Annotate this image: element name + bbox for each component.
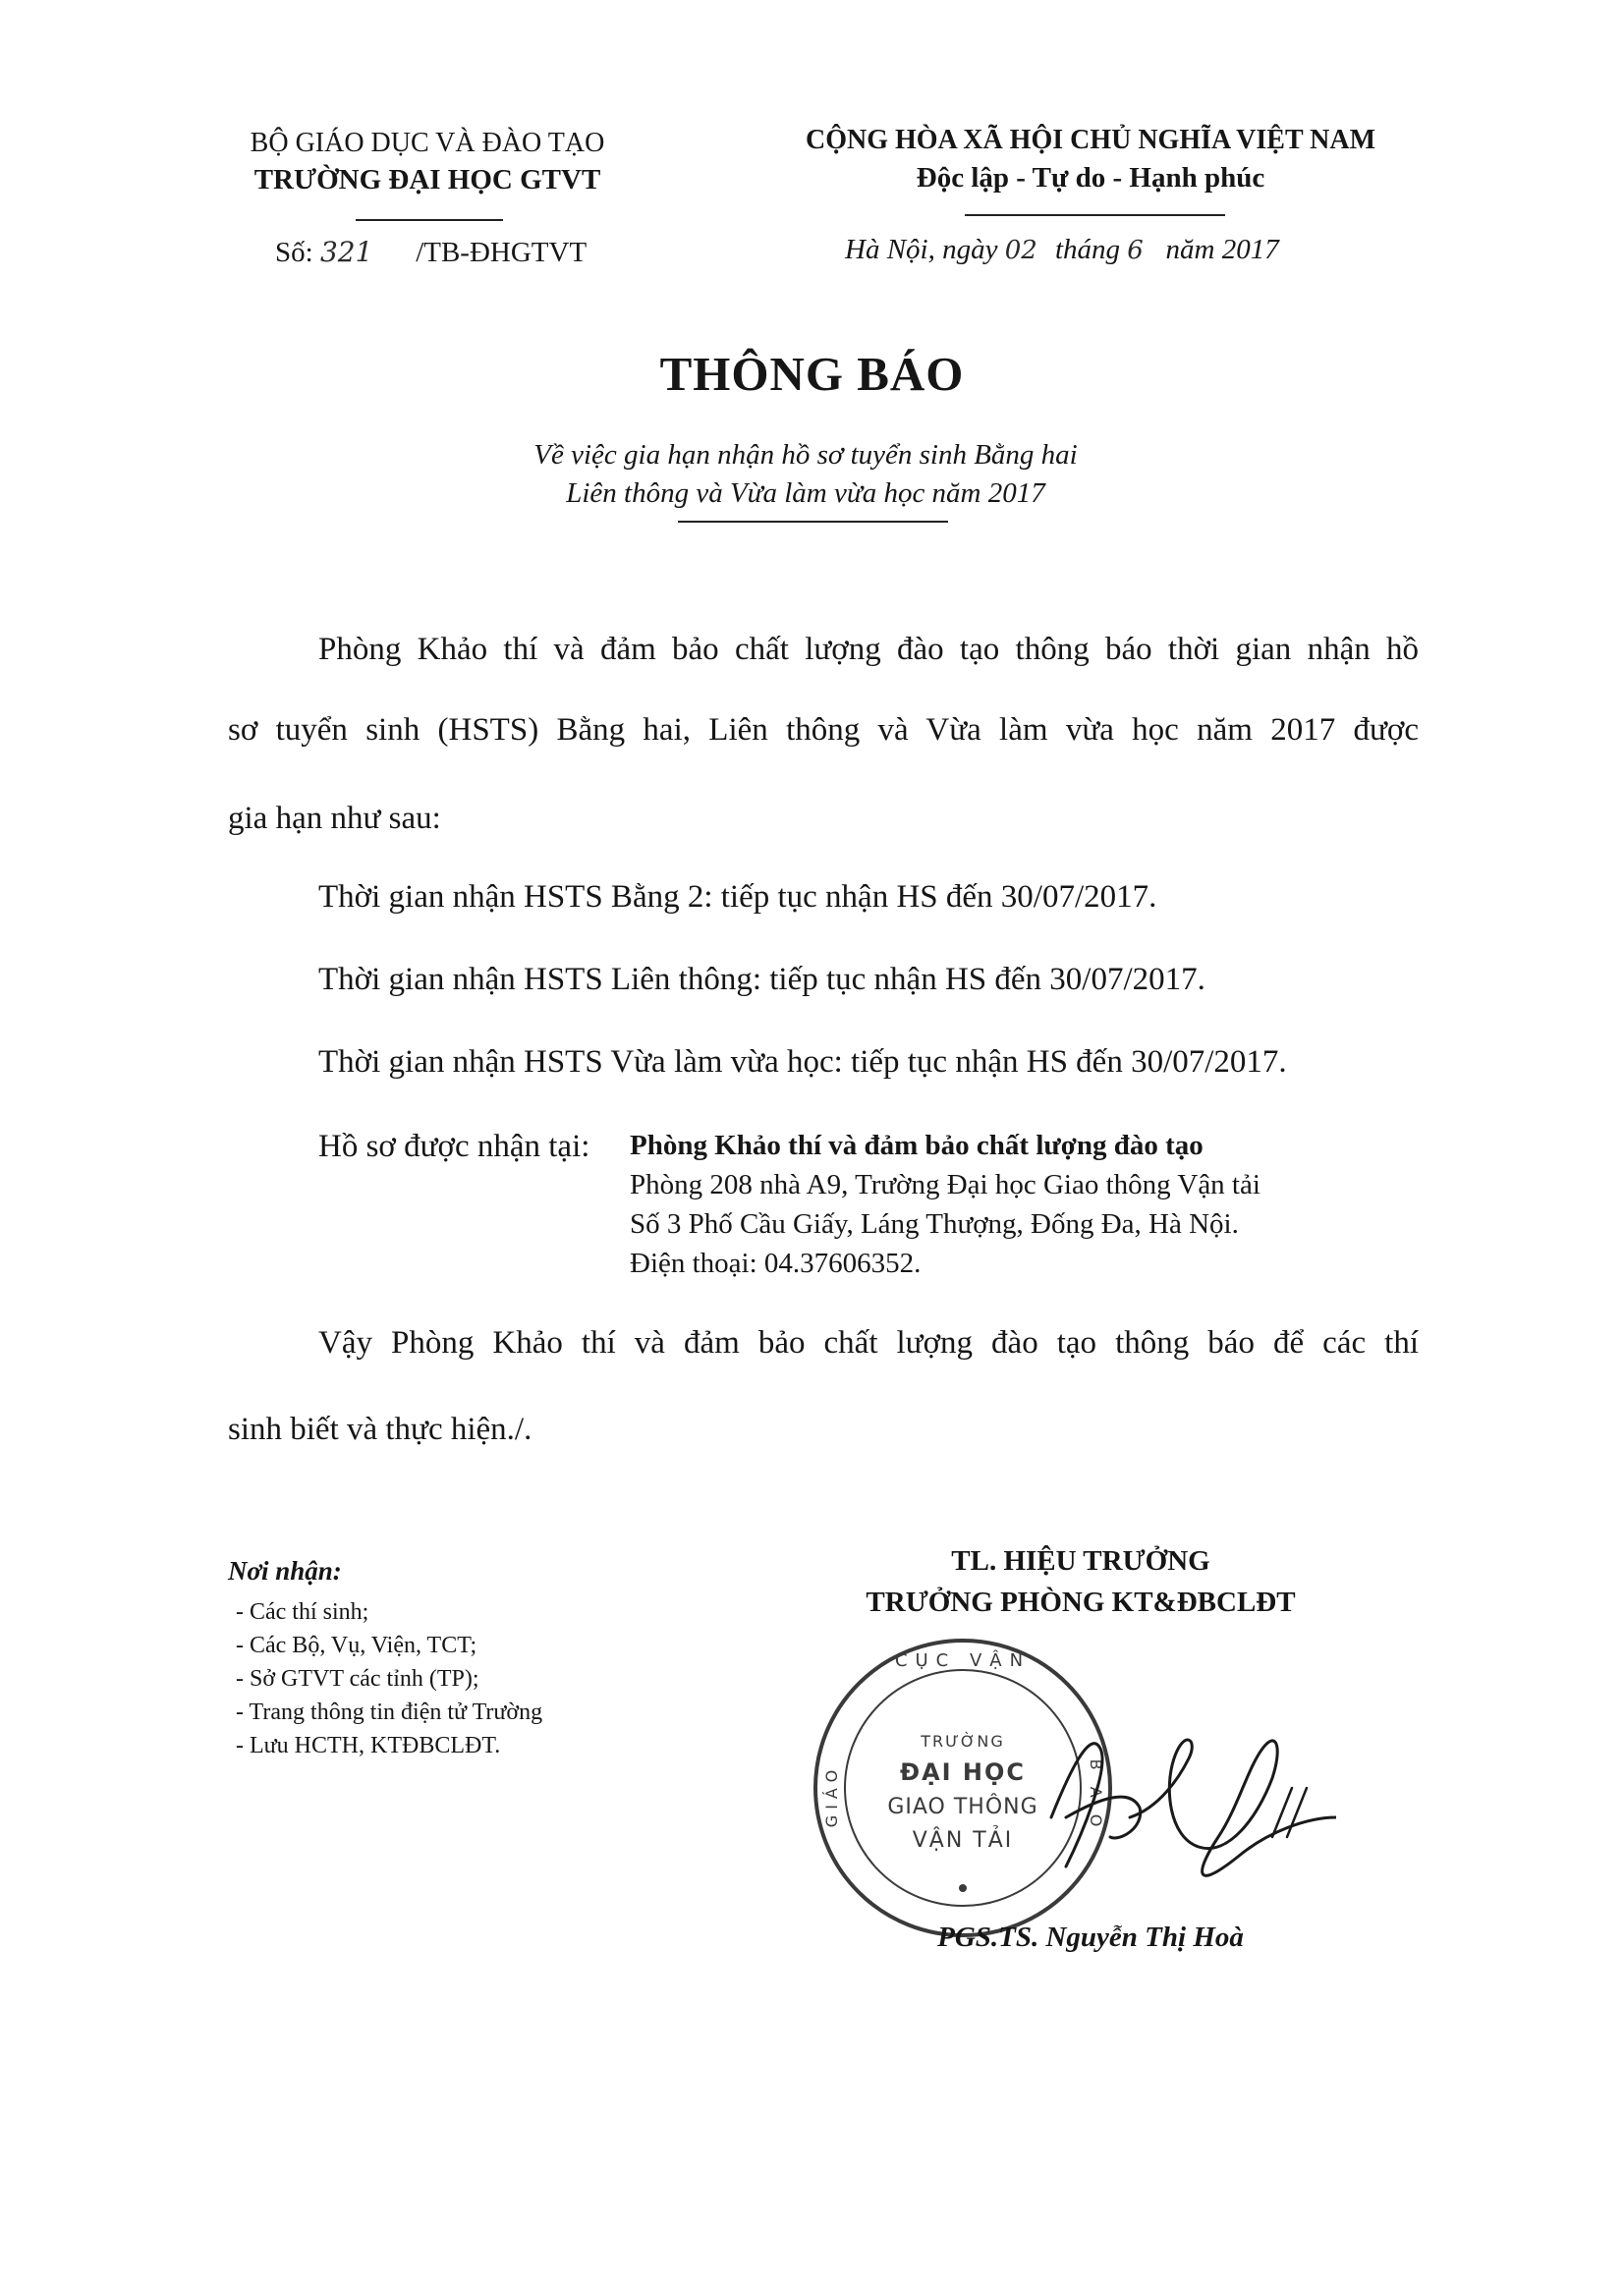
document-subtitle	[413, 436, 1199, 513]
ministry-name: BỘ GIÁO DỤC VÀ ĐÀO TẠO	[250, 128, 605, 158]
svg-text:TRƯỜNG: TRƯỜNG	[921, 1732, 1005, 1751]
svg-text:B A O: B A O	[1087, 1758, 1105, 1833]
intro-line-3: gia hạn như sau:	[228, 801, 441, 836]
recipient-item: - Sở GTVT các tỉnh (TP);	[236, 1666, 479, 1692]
recipient-item: - Lưu HCTH, KTĐBCLĐT.	[236, 1733, 501, 1758]
svg-text:VẬN TẢI: VẬN TẢI	[912, 1828, 1014, 1853]
document-number	[275, 236, 587, 269]
date-place: Hà Nội, ngày	[845, 234, 998, 265]
svg-text:GIAO THÔNG: GIAO THÔNG	[887, 1795, 1038, 1819]
recipient-item: - Các Bộ, Vụ, Viện, TCT;	[236, 1633, 477, 1658]
deadline-work-study: Thời gian nhận HSTS Vừa làm vừa học: tiếp tục nhận HS đến 30/07/2017.	[318, 1044, 1287, 1080]
deadline-transfer: Thời gian nhận HSTS Liên thông: tiếp tục nhận HS đến 30/07/2017.	[318, 962, 1205, 997]
svg-text:CỤC VẬN: CỤC VẬN	[894, 1650, 1032, 1671]
signature-line-2: TRƯỞNG PHÒNG KT&ĐBCLĐT	[866, 1587, 1296, 1618]
handwritten-signature	[1012, 1670, 1336, 1906]
subtitle-line-1: Về việc gia hạn nhận hồ sơ tuyển sinh Bằng hai	[533, 439, 1078, 471]
date-month: 6	[1127, 236, 1144, 265]
submission-label: Hồ sơ được nhận tại:	[318, 1129, 590, 1164]
closing-line-1: Vậy Phòng Khảo thí và đảm bảo chất lượng đào tạo thông báo để các thí	[318, 1325, 1419, 1361]
nation-name: CỘNG HÒA XÃ HỘI CHỦ NGHĨA VIỆT NAM	[805, 125, 1376, 155]
signature-title	[825, 1540, 1336, 1623]
document-title: THÔNG BÁO	[659, 347, 965, 401]
recipients-list	[236, 1595, 542, 1762]
number-handwritten: 321	[319, 236, 373, 268]
date-day: 02	[1004, 236, 1037, 265]
left-header-divider	[356, 219, 503, 221]
date-year: năm 2017	[1165, 234, 1279, 265]
number-suffix: /TB-ĐHGTVT	[416, 237, 588, 268]
submission-phone: Điện thoại: 04.37606352.	[630, 1248, 922, 1279]
recipient-item: - Trang thông tin điện tử Trường	[236, 1700, 543, 1725]
signatory-name: PGS.TS. Nguyễn Thị Hoà	[937, 1922, 1244, 1953]
intro-line-2: sơ tuyển sinh (HSTS) Bằng hai, Liên thông và Vừa làm vừa học năm 2017 được	[228, 712, 1419, 748]
recipients-heading: Nơi nhận:	[228, 1556, 342, 1586]
submission-street: Số 3 Phố Cầu Giấy, Láng Thượng, Đống Đa, Hà Nội.	[630, 1208, 1239, 1240]
svg-text:ĐẠI HỌC: ĐẠI HỌC	[899, 1758, 1027, 1786]
university-name: TRƯỜNG ĐẠI HỌC GTVT	[253, 164, 601, 195]
deadline-degree-2: Thời gian nhận HSTS Bằng 2: tiếp tục nhận HS đến 30/07/2017.	[318, 879, 1157, 915]
intro-line-1: Phòng Khảo thí và đảm bảo chất lượng đào tạo thông báo thời gian nhận hồ	[318, 632, 1419, 667]
right-header-divider	[965, 214, 1225, 216]
national-heading	[756, 122, 1425, 196]
recipient-item: - Các thí sinh;	[236, 1599, 369, 1625]
subtitle-line-2: Liên thông và Vừa làm vừa học năm 2017	[566, 477, 1045, 509]
date-line	[845, 234, 1279, 266]
submission-room: Phòng 208 nhà A9, Trường Đại học Giao thông Vận tải	[630, 1169, 1260, 1200]
svg-text:GIÁO: GIÁO	[822, 1763, 841, 1828]
closing-line-2: sinh biết và thực hiện./.	[228, 1412, 532, 1447]
signature-line-1: TL. HIỆU TRƯỞNG	[951, 1545, 1210, 1577]
issuing-authority	[206, 126, 648, 198]
national-motto: Độc lập - Tự do - Hạnh phúc	[916, 162, 1265, 194]
subtitle-underline	[678, 521, 948, 523]
number-prefix: Số:	[275, 237, 313, 268]
submission-office: Phòng Khảo thí và đảm bảo chất lượng đào tạo	[630, 1130, 1204, 1161]
date-month-label: tháng	[1054, 234, 1121, 265]
